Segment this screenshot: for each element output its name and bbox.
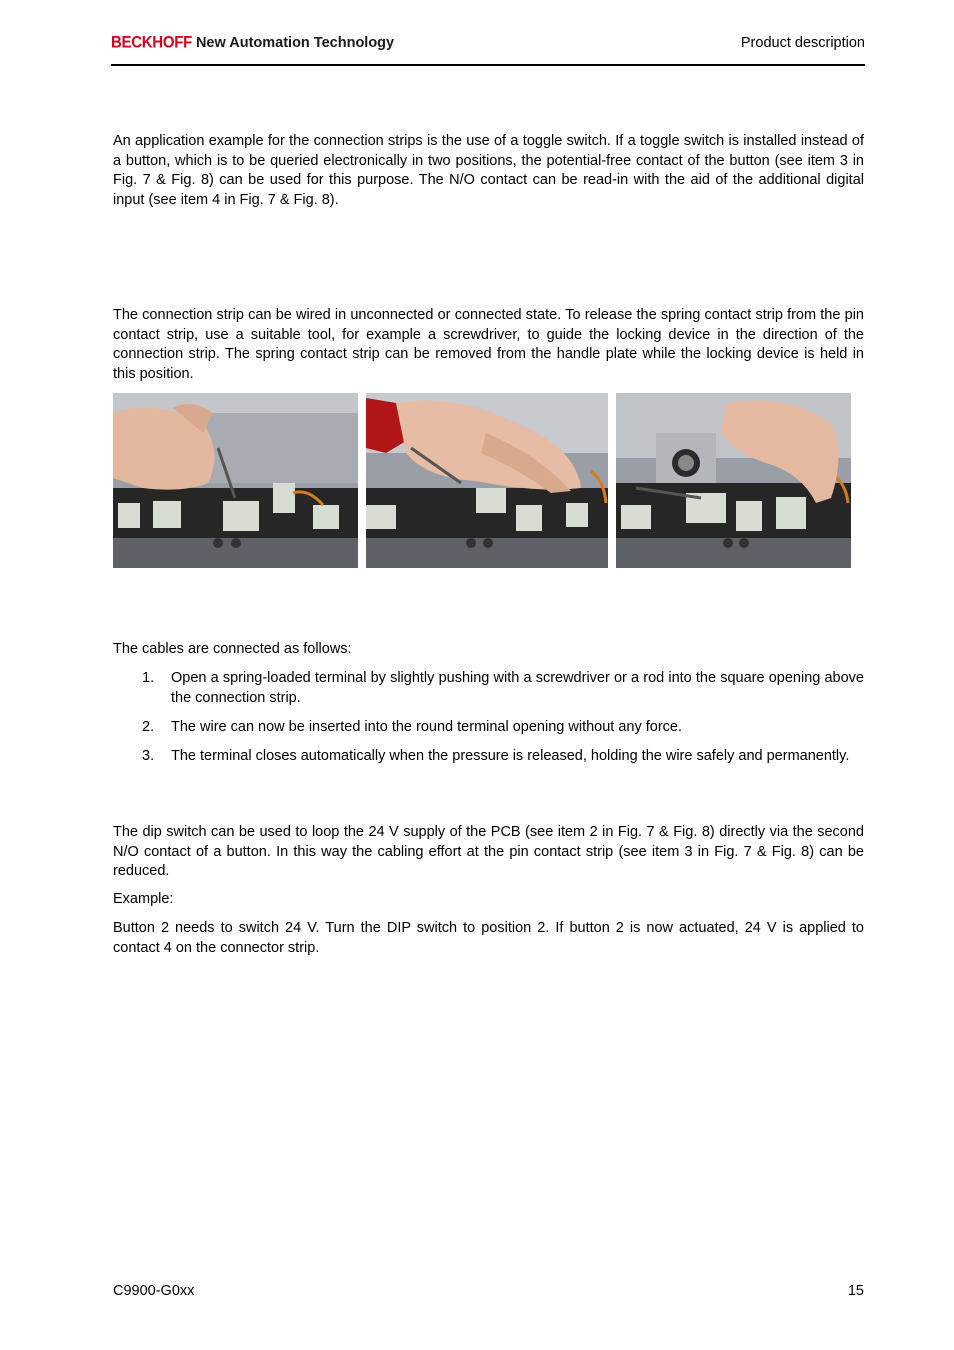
section-title: Product description [740, 35, 865, 51]
paragraph-example: Button 2 needs to switch 24 V. Turn the DIP switch to position 2. If button 2 is now actuated, 24 V is applied to contact 4 on the connector strip. [113, 920, 864, 956]
paragraph-toggle-switch: An application example for the connection strips is the use of a toggle switch. If a toggle switch is installed instead of a button, which is to be queried electronically in two positions, the potential-free contact of the button (see item 3 in Fig. 7 & Fig. 8) can be used for this purpose. The N/O contact can be read-in with the aid of the additional digital input (see item 4 in Fig. 7 & Fig. 8). [113, 133, 864, 208]
list-item: 1. Open a spring-loaded terminal by slightly pushing with a screwdriver or a rod into the square opening above the connection strip. [142, 670, 864, 706]
logo-brand: BECKHOFF [111, 33, 192, 52]
paragraph-cables-intro: The cables are connected as follows: [113, 641, 352, 657]
paragraph-example-label: Example: [113, 891, 174, 907]
photo-step-3 [616, 393, 851, 568]
list-item: 2. The wire can now be inserted into the round terminal opening without any force. [142, 718, 683, 735]
beckhoff-logo [111, 34, 394, 52]
photo-step-2 [366, 393, 608, 568]
list-item: 3. The terminal closes automatically when the pressure is released, holding the wire safely and permanently. [142, 747, 850, 764]
page-header [111, 30, 865, 66]
cable-steps-list [113, 669, 864, 776]
paragraph-dip-switch: The dip switch can be used to loop the 24 V supply of the PCB (see item 2 in Fig. 7 & Fig. 8) directly via the second N/O contact of a button. In this way the cabling effort at the pin contact strip (see item 3 in Fig. 7 & Fig. 8) can be reduced. [113, 824, 864, 879]
photo-step-1 [113, 393, 358, 568]
logo-tagline: New Automation Technology [195, 35, 395, 51]
footer-doc-id: C9900-G0xx [113, 1283, 195, 1299]
paragraph-wiring: The connection strip can be wired in unconnected or connected state. To release the spring contact strip from the pin contact strip, use a suitable tool, for example a screwdriver, to guide the locking device in the direction of the connection strip. The spring contact strip can be removed from the handle plate while the locking device is held in this position. [113, 307, 864, 382]
footer-page-number: 15 [847, 1283, 864, 1299]
